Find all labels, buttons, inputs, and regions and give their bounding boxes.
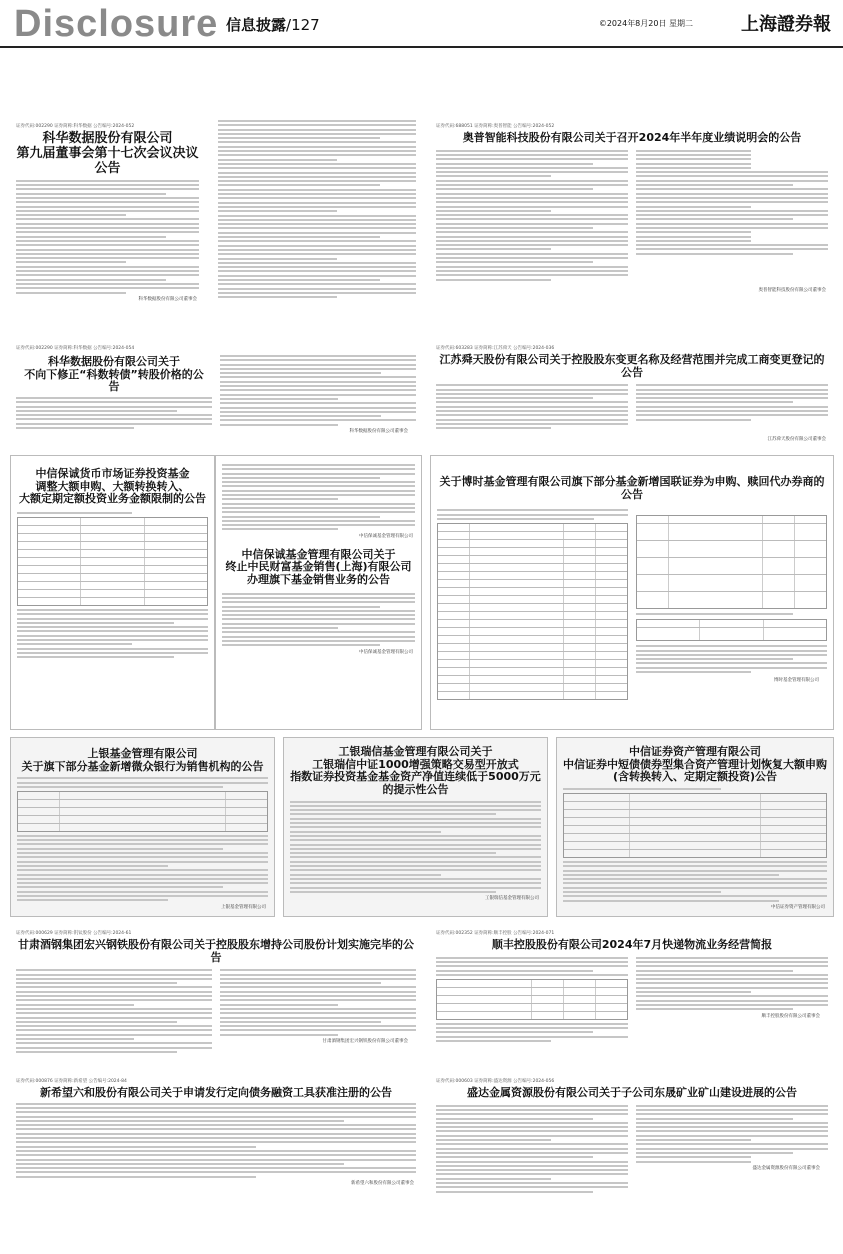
article-body (16, 180, 199, 294)
article-title: 工银瑞信基金管理有限公司关于 工银瑞信中证1000增强策略交易型开放式 指数证券投资基金基金资产净值连续低于5000万元 的提示性公告 (290, 745, 541, 796)
article-body-more (436, 1023, 628, 1042)
newspaper-name: 上海證券報 (741, 14, 831, 35)
article-a8 (10, 737, 275, 917)
article-signature-a6: 中信保诚基金管理有限公司 (359, 649, 413, 655)
article-body (16, 969, 212, 1055)
article-header: 证券代码:603283 证券简称:江苏舜天 公告编号:2024-036 (436, 346, 555, 351)
article-a12 (430, 925, 834, 1067)
article-title: 甘肃酒钢集团宏兴钢铁股份有限公司关于控股股东增持公司股份计划实施完毕的公告 (18, 938, 414, 964)
article-body (436, 1105, 628, 1195)
data-table-left (437, 523, 628, 700)
article-body-continued (17, 609, 208, 658)
article-signature: 顺丰控股股份有限公司董事会 (761, 1013, 820, 1019)
article-body (218, 120, 416, 298)
article-title-a6: 中信保诚基金管理有限公司关于 终止中民财富基金销售(上海)有限公司 办理旗下基金销售业务的公告 (225, 547, 412, 587)
data-table (563, 793, 827, 858)
article-body (436, 384, 628, 431)
article-body-continued (563, 861, 827, 902)
article-body-continued (636, 150, 828, 283)
article-a7 (430, 455, 834, 730)
article-a10 (556, 737, 834, 917)
article-signature: 中信保诚基金管理有限公司 (359, 533, 413, 539)
article-title: 盛达金属资源股份有限公司关于子公司东晟矿业矿山建设进展的公告 (467, 1086, 797, 1099)
article-signature: 上银基金管理有限公司 (221, 904, 266, 910)
dateline: ©2024年8月20日 星期二 (598, 19, 693, 28)
article-a1-continued (212, 118, 422, 340)
article-body-continued (636, 613, 827, 615)
article-body (16, 1103, 416, 1178)
article-signature: 江苏舜天股份有限公司董事会 (767, 436, 826, 442)
article-title: 江苏舜天股份有限公司关于控股股东变更名称及经营范围并完成工商变更登记的公告 (439, 353, 825, 379)
article-title: 中信证券资产管理有限公司 中信证券中短债债券型集合资产管理计划恢复大额申购 (含转换转入、定期定额投资)公告 (563, 745, 827, 784)
article-title: 奥普智能科技股份有限公司关于召开2024年半年度业绩说明会的公告 (462, 131, 802, 144)
article-body (17, 777, 268, 788)
article-signature: 科华数据股份有限公司董事会 (349, 429, 408, 435)
article-body (290, 801, 541, 893)
article-a11 (10, 925, 422, 1067)
article-a9 (283, 737, 548, 917)
article-signature: 科华数据股份有限公司董事会 (138, 296, 197, 302)
article-header: 证券代码:688051 证券简称:奥普智能 公告编号:2024-052 (436, 124, 555, 129)
article-body-continued (17, 835, 268, 901)
article-signature: 中信证券资产管理有限公司 (771, 904, 825, 910)
article-title: 顺丰控股股份有限公司2024年7月快递物流业务经营简报 (491, 938, 773, 951)
article-header: 证券代码:002290 证券简称:科华数据 公告编号:2024-052 (16, 124, 135, 129)
data-table (17, 517, 208, 606)
article-title: 科华数据股份有限公司关于 不向下修正“科数转债”转股价格的公告 (24, 355, 204, 394)
article-signature: 博时基金管理有限公司 (774, 678, 819, 684)
article-body (17, 512, 208, 514)
article-header: 证券代码:000629 证券简称:钒钛股份 公告编号:2024-61 (16, 931, 132, 936)
article-signature: 奥普智能科技股份有限公司董事会 (758, 287, 826, 293)
article-a1 (10, 118, 205, 340)
article-title: 上银基金管理有限公司 关于旗下部分基金新增微众银行为销售机构的公告 (21, 747, 264, 773)
article-a5 (10, 455, 215, 730)
article-body-a6 (222, 593, 415, 647)
article-header: 证券代码:002290 证券简称:科华数据 公告编号:2024-054 (16, 346, 135, 351)
article-title: 科华数据股份有限公司 第九届董事会第十七次会议决议公告 (16, 131, 199, 176)
article-a2 (10, 340, 422, 448)
article-signature: 盛达金属资源股份有限公司董事会 (752, 1165, 820, 1171)
article-signature: 新希望六和股份有限公司董事会 (351, 1180, 414, 1186)
article-title: 关于博时基金管理有限公司旗下部分基金新增国联证券为申购、赎回代办券商的公告 (439, 475, 825, 501)
article-body (436, 957, 628, 976)
data-table (17, 791, 268, 832)
article-header: 证券代码:000876 证券简称:新希望 公告编号:2024-84 (16, 1079, 127, 1084)
article-title: 中信保诚货币市场证券投资基金 调整大额申购、大额转换转入、 大额定期定额投资业务金额限制的公告 (19, 467, 206, 506)
article-a5-continued (215, 455, 422, 730)
article-signature: 工银瑞信基金管理有限公司 (485, 896, 539, 902)
article-signature: 甘肃酒钢集团宏兴钢铁股份有限公司董事会 (322, 1039, 408, 1045)
article-body-continued (220, 355, 416, 426)
contact-table (636, 619, 827, 641)
article-body (437, 509, 628, 520)
data-table-right (636, 515, 827, 609)
masthead (0, 0, 843, 48)
article-body (563, 788, 827, 790)
section-title (226, 14, 320, 35)
data-table (436, 979, 628, 1020)
article-body-continued (636, 957, 828, 1011)
brand-logo: Disclosure (14, 3, 219, 45)
article-a13 (10, 1073, 422, 1245)
page-number: /127 (286, 16, 320, 34)
article-body (16, 397, 212, 429)
article-body-continued (636, 1105, 828, 1163)
article-a4 (430, 340, 834, 448)
article-title: 新希望六和股份有限公司关于申请发行定向债务融资工具获准注册的公告 (40, 1086, 392, 1099)
article-body-continued (220, 969, 416, 1035)
article-body (436, 150, 628, 283)
article-body-continued (636, 384, 828, 431)
article-body-end (636, 645, 827, 673)
article-body (222, 464, 415, 530)
article-header: 证券代码:002352 证券简称:顺丰控股 公告编号:2024-071 (436, 931, 555, 936)
section-name: 信息披露 (226, 16, 287, 34)
article-header: 证券代码:000603 证券简称:盛达资源 公告编号:2024-056 (436, 1079, 555, 1084)
article-a3 (430, 118, 834, 340)
article-a14 (430, 1073, 834, 1245)
